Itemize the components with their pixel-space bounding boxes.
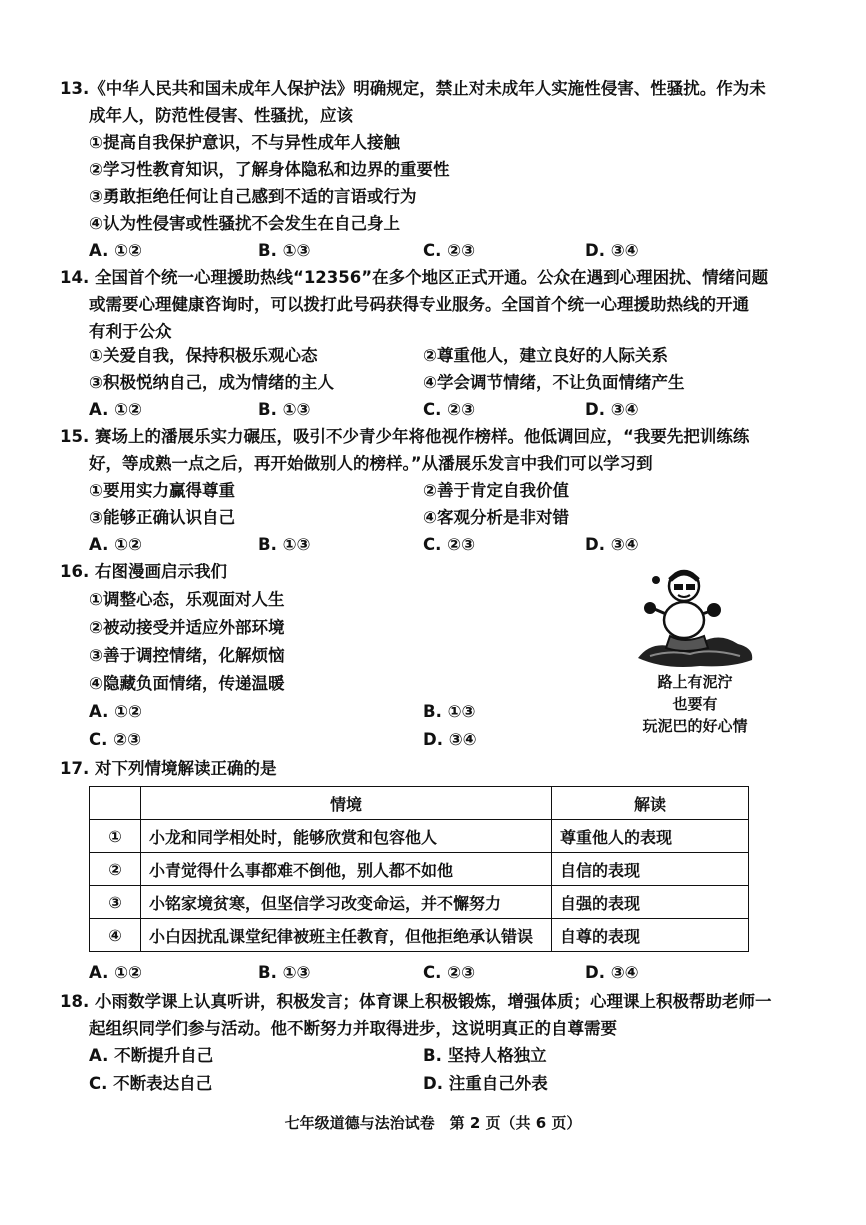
q15-stem-line2: 好，等成熟一点之后，再开始做别人的榜样。”从潘展乐发言中我们可以学习到 xyxy=(89,454,653,473)
q17-row2-num: ② xyxy=(90,853,141,886)
q17-row3-reading: 自强的表现 xyxy=(552,886,749,919)
q17-choice-b: B. ①③ xyxy=(258,963,311,982)
q16-item-1: ①调整心态，乐观面对人生 xyxy=(89,590,285,609)
q15-item-1: ①要用实力赢得尊重 xyxy=(89,481,235,500)
q14-stem-line1: 14. 全国首个统一心理援助热线“12356”在多个地区正式开通。公众在遇到心理困扰、情绪问题 xyxy=(60,268,769,287)
cartoon-caption-line3: 玩泥巴的好心情 xyxy=(642,717,748,735)
q13-item-1: ①提高自我保护意识，不与异性成年人接触 xyxy=(89,133,400,152)
q14-stem-line3: 有利于公众 xyxy=(89,322,172,341)
q14-item-4: ④学会调节情绪，不让负面情绪产生 xyxy=(423,373,685,392)
q13-choice-b: B. ①③ xyxy=(258,241,311,260)
q17-header-num xyxy=(90,787,141,820)
q13-stem-line1: 13.《中华人民共和国未成年人保护法》明确规定，禁止对未成年人实施性侵害、性骚扰。作为未 xyxy=(60,79,766,98)
q18-choice-c: C. 不断表达自己 xyxy=(89,1074,213,1093)
table-row xyxy=(90,886,749,919)
page-footer: 七年级道德与法治试卷 第 2 页（共 6 页） xyxy=(284,1114,582,1132)
q18-stem-line2: 起组织同学们参与活动。他不断努力并取得进步，这说明真正的自尊需要 xyxy=(89,1019,617,1038)
q17-row4-situation: 小白因扰乱课堂纪律被班主任教育，但他拒绝承认错误 xyxy=(141,919,552,952)
table-row xyxy=(90,919,749,952)
q14-choice-b: B. ①③ xyxy=(258,400,311,419)
q15-stem-line1: 15. 赛场上的潘展乐实力碾压，吸引不少青少年将他视作榜样。他低调回应，“我要先把训练练 xyxy=(60,427,750,446)
q17-row3-situation: 小铭家境贫寒，但坚信学习改变命运，并不懈努力 xyxy=(141,886,552,919)
q16-choice-c: C. ②③ xyxy=(89,730,142,749)
table-row xyxy=(90,853,749,886)
q13-item-3: ③勇敢拒绝任何让自己感到不适的言语或行为 xyxy=(89,187,417,206)
q16-choice-d: D. ③④ xyxy=(423,730,477,749)
q17-choice-a: A. ①② xyxy=(89,963,143,982)
q17-row4-num: ④ xyxy=(90,919,141,952)
q13-choice-d: D. ③④ xyxy=(585,241,639,260)
q13-item-2: ②学习性教育知识，了解身体隐私和边界的重要性 xyxy=(89,160,450,179)
q17-header-situation: 情境 xyxy=(141,787,552,820)
q17-table-header-row xyxy=(90,787,749,820)
q18-choice-d: D. 注重自己外表 xyxy=(423,1074,548,1093)
cartoon-caption-line2: 也要有 xyxy=(672,695,718,713)
q16-item-4: ④隐藏负面情绪，传递温暖 xyxy=(89,674,285,693)
q17-row4-reading: 自尊的表现 xyxy=(552,919,749,952)
q13-choice-a: A. ①② xyxy=(89,241,143,260)
q13-item-4: ④认为性侵害或性骚扰不会发生在自己身上 xyxy=(89,214,400,233)
q15-choice-d: D. ③④ xyxy=(585,535,639,554)
q17-stem: 17. 对下列情境解读正确的是 xyxy=(60,759,277,778)
q17-row1-reading: 尊重他人的表现 xyxy=(552,820,749,853)
q16-item-3: ③善于调控情绪，化解烦恼 xyxy=(89,646,285,665)
q15-item-2: ②善于肯定自我价值 xyxy=(423,481,569,500)
q13-stem-line2: 成年人，防范性侵害、性骚扰，应该 xyxy=(89,106,353,125)
q14-item-3: ③积极悦纳自己，成为情绪的主人 xyxy=(89,373,334,392)
q18-choice-a: A. 不断提升自己 xyxy=(89,1046,214,1065)
q18-stem-line1: 18. 小雨数学课上认真听讲，积极发言；体育课上积极锻炼，增强体质；心理课上积极帮助老师一 xyxy=(60,992,772,1011)
q17-choice-c: C. ②③ xyxy=(423,963,476,982)
q16-choice-b: B. ①③ xyxy=(423,702,476,721)
q15-choice-a: A. ①② xyxy=(89,535,143,554)
q13-choice-c: C. ②③ xyxy=(423,241,476,260)
q17-header-reading: 解读 xyxy=(552,787,749,820)
mud-play-cartoon-image xyxy=(630,562,760,672)
q16-choice-a: A. ①② xyxy=(89,702,143,721)
q17-row2-reading: 自信的表现 xyxy=(552,853,749,886)
q18-choice-b: B. 坚持人格独立 xyxy=(423,1046,547,1065)
q15-item-3: ③能够正确认识自己 xyxy=(89,508,235,527)
q15-item-4: ④客观分析是非对错 xyxy=(423,508,569,527)
q15-choice-b: B. ①③ xyxy=(258,535,311,554)
q17-row3-num: ③ xyxy=(90,886,141,919)
q17-row2-situation: 小青觉得什么事都难不倒他，别人都不如他 xyxy=(141,853,552,886)
cartoon-caption-line1: 路上有泥泞 xyxy=(657,673,733,691)
q16-stem: 16. 右图漫画启示我们 xyxy=(60,562,227,581)
q17-table xyxy=(89,786,749,952)
q14-stem-line2: 或需要心理健康咨询时，可以拨打此号码获得专业服务。全国首个统一心理援助热线的开通 xyxy=(89,295,749,314)
q15-choice-c: C. ②③ xyxy=(423,535,476,554)
q14-item-2: ②尊重他人，建立良好的人际关系 xyxy=(423,346,668,365)
q14-choice-a: A. ①② xyxy=(89,400,143,419)
q17-row1-num: ① xyxy=(90,820,141,853)
q17-row1-situation: 小龙和同学相处时，能够欣赏和包容他人 xyxy=(141,820,552,853)
q17-choice-d: D. ③④ xyxy=(585,963,639,982)
q14-choice-d: D. ③④ xyxy=(585,400,639,419)
q14-item-1: ①关爱自我，保持积极乐观心态 xyxy=(89,346,318,365)
q16-item-2: ②被动接受并适应外部环境 xyxy=(89,618,285,637)
table-row xyxy=(90,820,749,853)
q14-choice-c: C. ②③ xyxy=(423,400,476,419)
